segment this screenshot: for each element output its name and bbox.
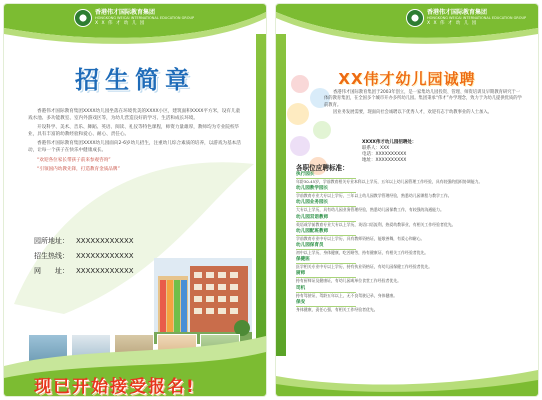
position-title: 幼儿园双语教师 xyxy=(296,215,356,222)
page-title: 招生简章 xyxy=(75,66,195,94)
position-item xyxy=(296,200,522,212)
position-title: 幼儿园业务园长 xyxy=(296,200,356,207)
position-requirements: 英语或学前教育专业大专以上学历，英语口语流利，热爱幼教事业，有相关工作经验者优先。 xyxy=(296,221,456,227)
position-requirements: 大专以上学历，具有幼儿园业务管理经验，熟悉幼儿园保教工作，有较强的沟通能力。 xyxy=(296,207,444,213)
position-title: 幼儿园配班教师 xyxy=(296,229,356,236)
position-title: 幼儿园保育员 xyxy=(296,243,356,250)
intro-paragraph: 香港伟才国际教育集团XXXX幼儿园面向2-6岁幼儿招生，注重幼儿综合素质的培养，以游戏为基本活动，让每一个孩子在快乐中健康成长。 xyxy=(28,141,241,154)
position-requirements: 年龄30-45岁，学前教育相关专业本科以上学历，五年以上幼儿园管理工作经验，具有较强的组织协调能力。 xyxy=(296,179,483,184)
contact-value: XXXXXXXXXXXX xyxy=(76,252,134,260)
slogan: “欢迎各位家长带孩子前来参观咨询” xyxy=(37,157,111,163)
enroll-now-banner: 现已开始接受报名! xyxy=(34,377,196,396)
logo-subtitle: X X 伟 才 幼 儿 园 xyxy=(427,20,478,26)
intro-text xyxy=(324,90,524,118)
bottom-swoosh xyxy=(276,366,538,396)
logo-english: HONGKONG WEICAI INTERNATIONAL EDUCATION GROUP xyxy=(427,16,527,20)
contact-line: 电话：XXXXXXXXXX xyxy=(362,152,407,157)
position-item xyxy=(296,215,522,227)
contact-row xyxy=(34,234,184,249)
position-item xyxy=(296,257,522,269)
contact-line: 地址：XXXXXXXXXX xyxy=(362,158,407,163)
enrollment-flyer xyxy=(4,4,266,396)
contact-heading: XXXX伟才幼儿园招聘处： xyxy=(362,140,417,145)
logo-name: 香港伟才国际教育集团 xyxy=(427,9,488,16)
intro-paragraph: 香港伟才国际教育集团XXXX幼儿园坐落在环境优美的XXXX小区，建筑面积XXXX平方米，设有儿童戏水池、多功能教室、室内外游戏区等，为幼儿营造良好的学习、生活和成长环境。 xyxy=(28,109,241,122)
contact-label: 招生热线： xyxy=(34,252,69,260)
contact-label: 园所地址： xyxy=(34,237,69,245)
position-title: 执行园长 xyxy=(296,172,356,179)
contact-line: 联系人：XXX xyxy=(362,146,390,151)
position-item xyxy=(296,172,522,184)
position-requirements: 学前教育专业大专以上学历，三年以上幼儿园教学管理经验，熟悉幼儿园课程与教学工作。 xyxy=(296,193,452,199)
position-requirements: 持有厨师证及健康证，有幼儿园或单位食堂工作经验者优先。 xyxy=(296,278,402,284)
position-list xyxy=(296,172,522,314)
logo-english: HONGKONG WEICAI INTERNATIONAL EDUCATION GROUP xyxy=(95,16,195,20)
position-requirements: 身体健康，责任心强，有相关工作经验者优先。 xyxy=(296,306,378,312)
intro-paragraph: 开设科学、美术、音乐、舞蹈、英语、阅读、礼仪等特色课程，师资力量雄厚，教师均为专业院校毕业，具有丰富的幼教经验和爱心、耐心、责任心。 xyxy=(28,125,240,138)
logo-name: 香港伟才国际教育集团 xyxy=(95,9,156,16)
intro-paragraph: 香港伟才国际教育集团于2003年创立，是一家集幼儿园投资、管理、师资培训及早期教育研究于一体的教育集团，在全国多个城市开办多所幼儿园。集团秉承“伟才”办学理念，致力于为幼儿提供优质的学前教育。 xyxy=(324,90,522,108)
position-requirements: 持有驾驶证，驾龄五年以上，无不良驾驶记录，身体健康。 xyxy=(296,292,398,298)
intro-paragraph: 因业务发展需要，现面向社会诚聘以下优秀人才，欢迎有志于幼教事业的人士加入。 xyxy=(333,110,492,116)
contact-value: XXXXXXXXXXXX xyxy=(76,267,134,275)
position-title: 厨师 xyxy=(296,271,356,278)
position-title: 保健医 xyxy=(296,257,356,264)
position-requirements: 初中以上学历，身体健康，吃苦耐劳，持有健康证，有相关工作经验者优先。 xyxy=(296,250,429,256)
position-item xyxy=(296,271,522,283)
recruitment-contact xyxy=(362,140,502,164)
logo-badge-icon xyxy=(406,9,424,27)
logo xyxy=(406,7,526,29)
logo-badge-icon xyxy=(74,9,92,27)
slogan: “引领国内幼教先锋，打造教育金质品牌” xyxy=(37,166,120,172)
logo-subtitle: X X 伟 才 幼 儿 园 xyxy=(95,20,146,26)
position-item xyxy=(296,229,522,241)
position-item xyxy=(296,243,522,255)
position-title: 保安 xyxy=(296,300,356,307)
position-title: 幼儿园教学园长 xyxy=(296,186,356,193)
logo xyxy=(74,7,194,29)
intro-text xyxy=(28,108,242,175)
position-title: 司机 xyxy=(296,286,356,293)
recruitment-flyer xyxy=(276,4,538,396)
position-requirements: 学前教育专业中专以上学历，具有教师资格证，能歌善舞，有爱心和耐心。 xyxy=(296,235,425,241)
position-item xyxy=(296,186,522,198)
position-requirements: 医学相关专业中专以上学历，持有执业资格证，有幼儿园保健工作经验者优先。 xyxy=(296,264,433,270)
standards-heading: 各职位应聘标准： xyxy=(296,164,349,172)
position-item xyxy=(296,286,522,298)
contact-value: XXXXXXXXXXXX xyxy=(76,237,134,245)
position-item xyxy=(296,300,522,312)
page-title: XX伟才幼儿园诚聘 xyxy=(338,70,476,88)
contact-label: 网 址： xyxy=(34,267,69,275)
